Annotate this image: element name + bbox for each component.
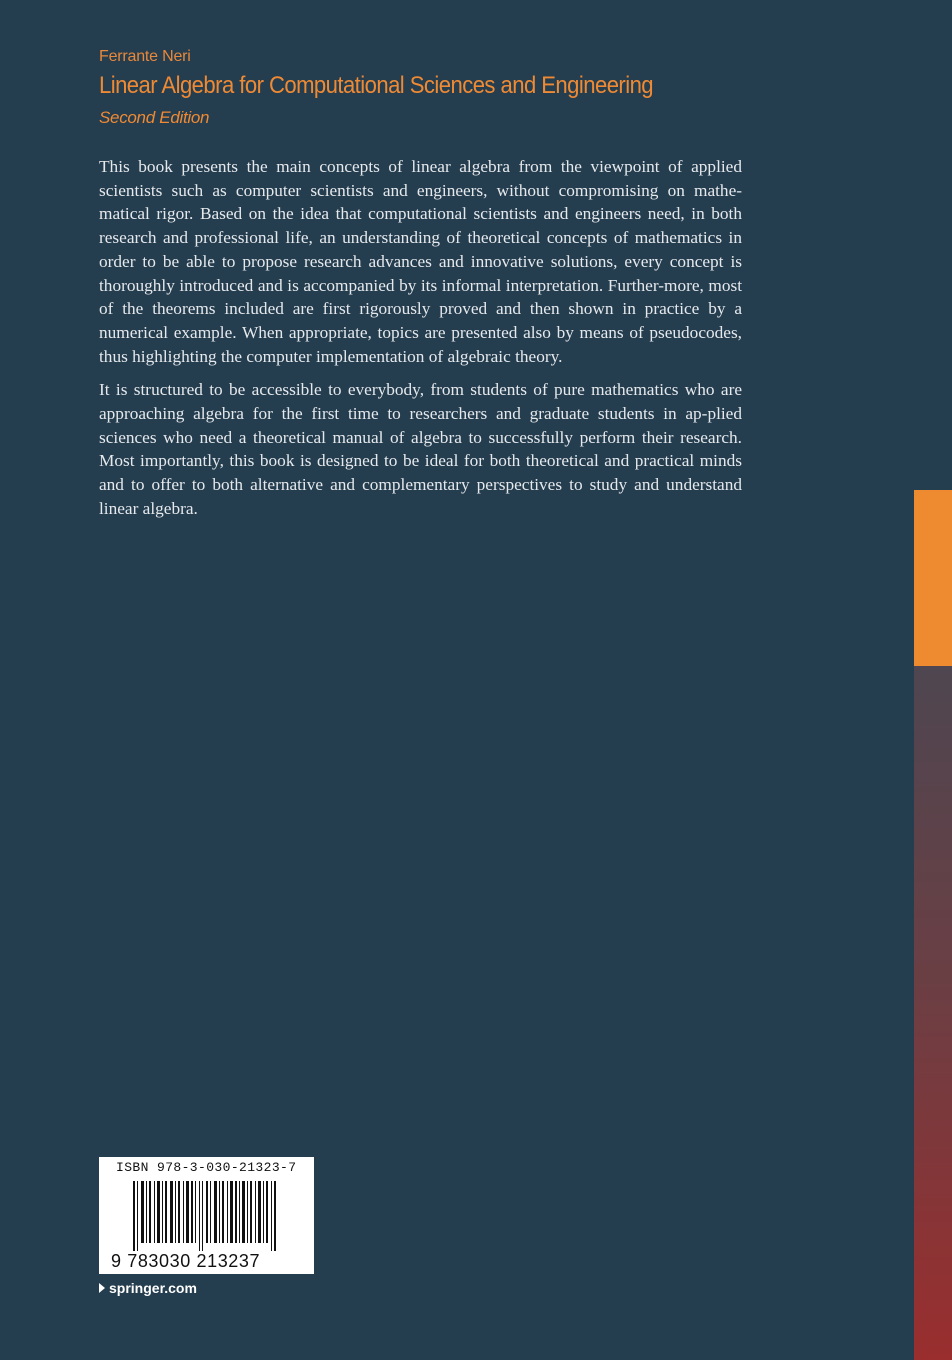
edition-label: Second Edition bbox=[99, 108, 210, 127]
book-title: Linear Algebra for Computational Sciences and Engineering bbox=[99, 72, 654, 99]
side-color-stripe bbox=[914, 490, 952, 1360]
publisher-url: springer.com bbox=[109, 1280, 197, 1296]
isbn-barcode-box bbox=[99, 1157, 314, 1274]
stripe-orange-segment bbox=[914, 490, 952, 666]
publisher-link[interactable] bbox=[99, 1280, 197, 1296]
blurb-paragraph-1: This book presents the main concepts of linear algebra from the viewpoint of applied scientists such as computer scientists and engineers, without compromising on mathe-matical rigor. Based on the idea that computational scientists and engineers need, in both research and professional life, an understanding of theoretical concepts of mathematics in order to be able to propose research advances and innovative solutions, every concept is thoroughly introduced and is accompanied by its informal interpretation. Further-more, most of the theorems included are first rigorously proved and then shown in practice by a numerical example. When appropriate, topics are presented also by means of pseudocodes, thus highlighting the computer implementation of algebraic theory. bbox=[99, 157, 742, 366]
arrow-right-icon bbox=[99, 1283, 105, 1293]
barcode-digits: 9 783030 213237 bbox=[111, 1251, 261, 1271]
stripe-gradient-segment bbox=[914, 666, 952, 1360]
author-name: Ferrante Neri bbox=[99, 48, 191, 65]
blurb-paragraph-2: It is structured to be accessible to everybody, from students of pure mathematics who are approaching algebra for the first time to researchers and graduate students in ap-plied sciences who need a theoretical manual of algebra to successfully perform their research. Most importantly, this book is designed to be ideal for both theoretical and practical minds and to offer to both alternative and complementary perspectives to study and understand linear algebra. bbox=[99, 380, 742, 518]
blurb-text bbox=[99, 155, 742, 531]
isbn-label: ISBN 978-3-030-21323-7 bbox=[116, 1160, 297, 1175]
barcode-icon bbox=[127, 1181, 285, 1251]
